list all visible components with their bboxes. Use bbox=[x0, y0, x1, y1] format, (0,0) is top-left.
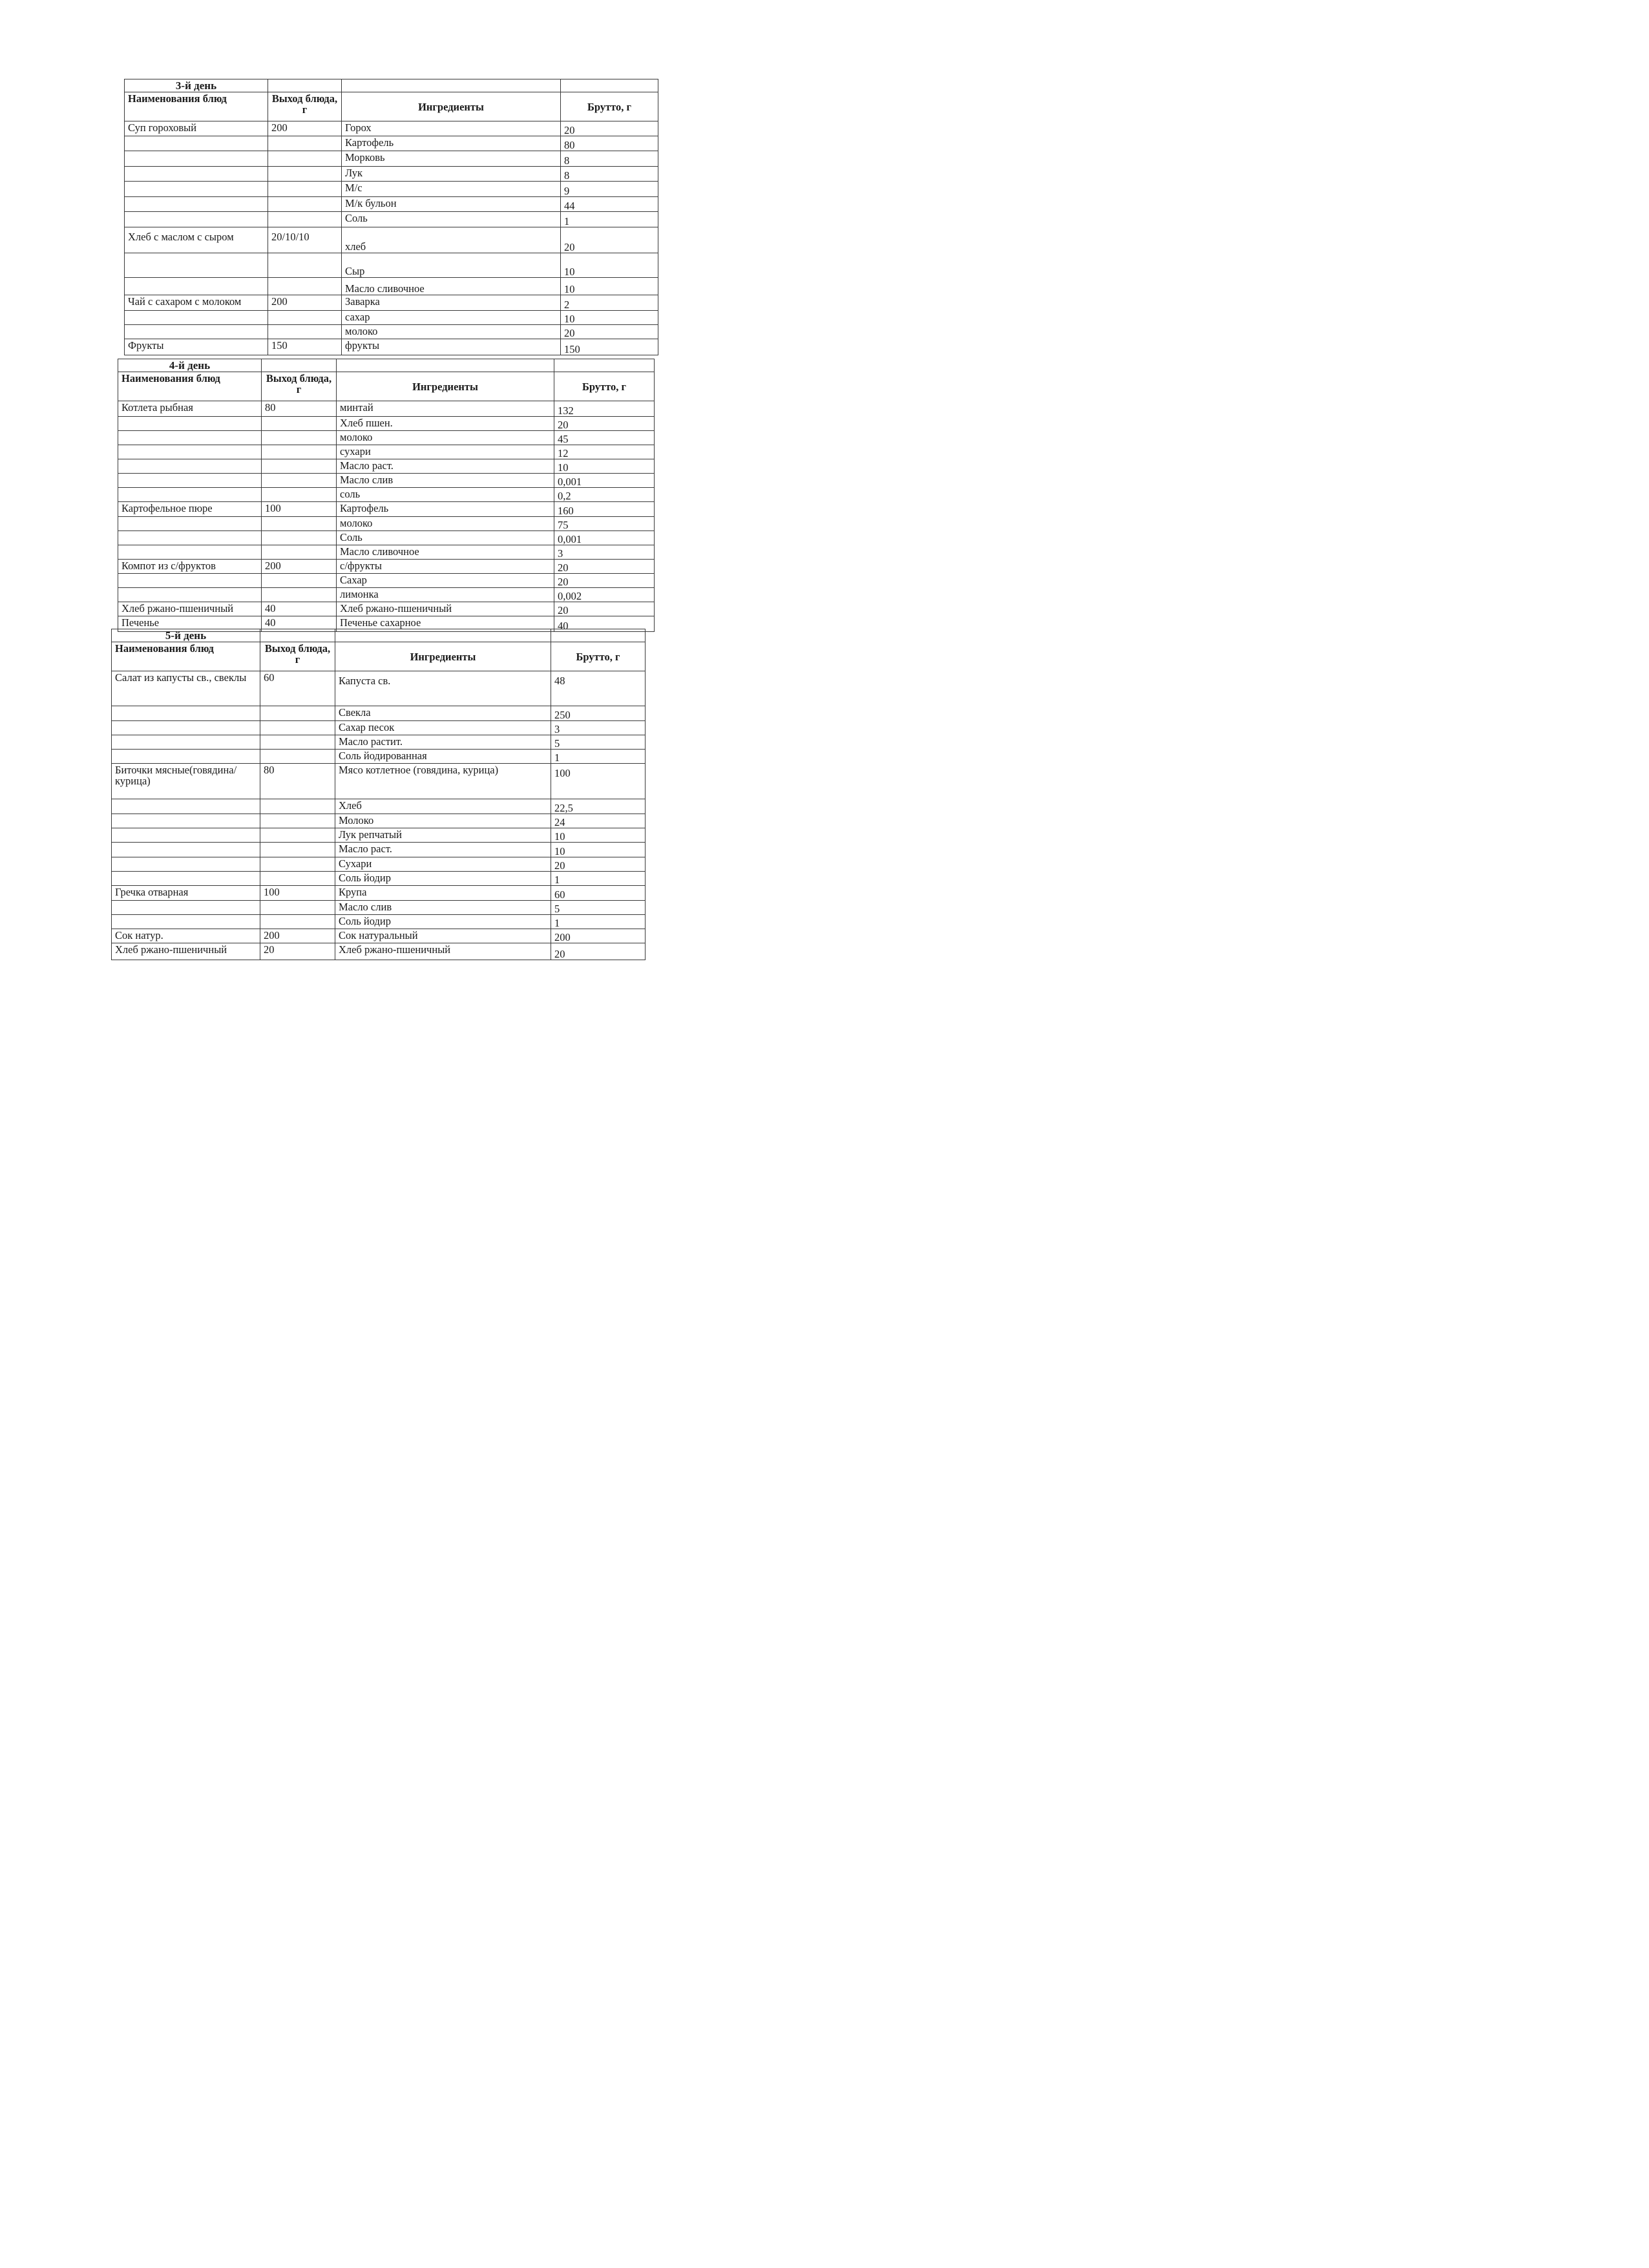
dish-name bbox=[118, 431, 262, 445]
day-4-table bbox=[118, 359, 654, 632]
dish-yield: 200 bbox=[268, 121, 342, 136]
dish-name bbox=[118, 517, 262, 531]
dish-name: Хлеб ржано-пшеничный bbox=[112, 943, 260, 960]
dish-yield: 200 bbox=[260, 929, 335, 943]
dish-yield: 100 bbox=[260, 886, 335, 901]
ingredient-name: Масло раст. bbox=[337, 459, 554, 474]
dish-yield bbox=[260, 721, 335, 735]
ingredient-name: Капуста св. bbox=[335, 671, 551, 706]
ingredient-gross: 45 bbox=[554, 431, 655, 445]
header-yield: Выход блюда, г bbox=[260, 642, 335, 671]
ingredient-name: соль bbox=[337, 488, 554, 502]
dish-yield: 20 bbox=[260, 943, 335, 960]
ingredient-gross: 100 bbox=[551, 764, 646, 799]
ingredient-name: Соль bbox=[337, 531, 554, 545]
dish-name: Салат из капусты св., свеклы bbox=[112, 671, 260, 706]
ingredient-name: Картофель bbox=[342, 136, 561, 151]
header-yield: Выход блюда, г bbox=[268, 92, 342, 121]
dish-name: Чай с сахаром с молоком bbox=[125, 295, 268, 311]
ingredient-gross: 20 bbox=[554, 417, 655, 431]
dish-name bbox=[112, 735, 260, 750]
dish-name: Компот из с/фруктов bbox=[118, 560, 262, 574]
ingredient-name: Сахар bbox=[337, 574, 554, 588]
dish-yield bbox=[262, 588, 337, 602]
dish-yield: 150 bbox=[268, 339, 342, 355]
ingredient-name: с/фрукты bbox=[337, 560, 554, 574]
ingredient-gross: 20 bbox=[554, 560, 655, 574]
day-title: 5-й день bbox=[112, 629, 260, 642]
ingredient-name: Горох bbox=[342, 121, 561, 136]
dish-name bbox=[112, 872, 260, 886]
dish-name bbox=[118, 545, 262, 560]
ingredient-gross: 40 bbox=[554, 616, 655, 632]
dish-yield bbox=[262, 574, 337, 588]
ingredient-name: Масло сливочное bbox=[342, 278, 561, 295]
ingredient-name: Масло сливочное bbox=[337, 545, 554, 560]
dish-yield: 80 bbox=[260, 764, 335, 799]
dish-yield bbox=[262, 488, 337, 502]
dish-name: Суп гороховый bbox=[125, 121, 268, 136]
ingredient-gross: 22,5 bbox=[551, 799, 646, 814]
ingredient-name: молоко bbox=[342, 325, 561, 339]
dish-name bbox=[118, 417, 262, 431]
dish-yield: 40 bbox=[262, 616, 337, 632]
ingredient-gross: 1 bbox=[551, 872, 646, 886]
dish-yield bbox=[260, 706, 335, 721]
dish-yield bbox=[262, 531, 337, 545]
dish-name bbox=[112, 799, 260, 814]
ingredient-gross: 5 bbox=[551, 735, 646, 750]
ingredient-gross: 12 bbox=[554, 445, 655, 459]
ingredient-name: Сухари bbox=[335, 857, 551, 872]
ingredient-gross: 20 bbox=[554, 574, 655, 588]
ingredient-name: Соль йодир bbox=[335, 915, 551, 929]
ingredient-name: Масло слив bbox=[335, 901, 551, 915]
ingredient-gross: 0,001 bbox=[554, 474, 655, 488]
ingredient-name: сахар bbox=[342, 311, 561, 325]
dish-yield bbox=[262, 545, 337, 560]
dish-yield bbox=[262, 459, 337, 474]
ingredient-gross: 10 bbox=[561, 278, 658, 295]
ingredient-gross: 3 bbox=[551, 721, 646, 735]
dish-name bbox=[125, 253, 268, 278]
ingredient-gross: 10 bbox=[551, 828, 646, 843]
dish-name bbox=[125, 311, 268, 325]
ingredient-gross: 20 bbox=[561, 325, 658, 339]
ingredient-name: Соль bbox=[342, 212, 561, 227]
ingredient-name: минтай bbox=[337, 401, 554, 417]
ingredient-gross: 10 bbox=[551, 843, 646, 857]
ingredient-gross: 1 bbox=[551, 915, 646, 929]
header-yield: Выход блюда, г bbox=[262, 372, 337, 401]
ingredient-gross: 0,001 bbox=[554, 531, 655, 545]
dish-name bbox=[118, 574, 262, 588]
dish-name bbox=[125, 197, 268, 212]
dish-name bbox=[112, 750, 260, 764]
ingredient-name: Хлеб bbox=[335, 799, 551, 814]
dish-name bbox=[112, 857, 260, 872]
dish-name bbox=[118, 531, 262, 545]
ingredient-gross: 10 bbox=[561, 253, 658, 278]
ingredient-gross: 200 bbox=[551, 929, 646, 943]
ingredient-name: М/с bbox=[342, 182, 561, 197]
dish-yield bbox=[260, 799, 335, 814]
dish-yield bbox=[260, 750, 335, 764]
ingredient-gross: 60 bbox=[551, 886, 646, 901]
day-title: 3-й день bbox=[125, 79, 268, 92]
ingredient-name: Соль йодированная bbox=[335, 750, 551, 764]
dish-yield bbox=[260, 843, 335, 857]
ingredient-name: Картофель bbox=[337, 502, 554, 517]
ingredient-name: Соль йодир bbox=[335, 872, 551, 886]
ingredient-name: Заварка bbox=[342, 295, 561, 311]
ingredient-gross: 5 bbox=[551, 901, 646, 915]
header-ingredients: Ингредиенты bbox=[337, 372, 554, 401]
ingredient-gross: 250 bbox=[551, 706, 646, 721]
folded-corner bbox=[0, 0, 120, 84]
dish-name bbox=[125, 212, 268, 227]
ingredient-gross: 24 bbox=[551, 814, 646, 828]
header-ingredients: Ингредиенты bbox=[335, 642, 551, 671]
dish-yield bbox=[262, 517, 337, 531]
ingredient-gross: 75 bbox=[554, 517, 655, 531]
ingredient-gross: 44 bbox=[561, 197, 658, 212]
ingredient-gross: 10 bbox=[554, 459, 655, 474]
dish-name bbox=[118, 588, 262, 602]
dish-yield bbox=[268, 182, 342, 197]
dish-name: Гречка отварная bbox=[112, 886, 260, 901]
ingredient-name: Сыр bbox=[342, 253, 561, 278]
dish-yield bbox=[262, 474, 337, 488]
ingredient-gross: 150 bbox=[561, 339, 658, 355]
dish-name bbox=[125, 182, 268, 197]
dish-name: Хлеб с маслом с сыром bbox=[125, 227, 268, 253]
dish-name bbox=[112, 901, 260, 915]
dish-name bbox=[125, 167, 268, 182]
ingredient-gross: 48 bbox=[551, 671, 646, 706]
dish-name: Фрукты bbox=[125, 339, 268, 355]
header-gross: Брутто, г bbox=[551, 642, 646, 671]
dish-yield: 60 bbox=[260, 671, 335, 706]
ingredient-gross: 20 bbox=[551, 857, 646, 872]
ingredient-name: Свекла bbox=[335, 706, 551, 721]
dish-yield: 200 bbox=[268, 295, 342, 311]
day-3-table bbox=[124, 79, 658, 355]
ingredient-name: Морковь bbox=[342, 151, 561, 167]
dish-name bbox=[112, 814, 260, 828]
ingredient-gross: 1 bbox=[551, 750, 646, 764]
ingredient-gross: 0,2 bbox=[554, 488, 655, 502]
header-ingredients: Ингредиенты bbox=[342, 92, 561, 121]
day-5-table bbox=[111, 629, 645, 960]
ingredient-name: Сахар песок bbox=[335, 721, 551, 735]
dish-name: Котлета рыбная bbox=[118, 401, 262, 417]
dish-yield bbox=[260, 901, 335, 915]
dish-name: Картофельное пюре bbox=[118, 502, 262, 517]
ingredient-name: Сок натуральный bbox=[335, 929, 551, 943]
dish-yield: 100 bbox=[262, 502, 337, 517]
ingredient-name: сухари bbox=[337, 445, 554, 459]
dish-name bbox=[125, 151, 268, 167]
ingredient-name: Лук bbox=[342, 167, 561, 182]
ingredient-name: фрукты bbox=[342, 339, 561, 355]
dish-name bbox=[118, 459, 262, 474]
dish-name bbox=[118, 445, 262, 459]
ingredient-name: Масло раст. bbox=[335, 843, 551, 857]
ingredient-gross: 20 bbox=[551, 943, 646, 960]
dish-name: Хлеб ржано-пшеничный bbox=[118, 602, 262, 616]
dish-yield: 40 bbox=[262, 602, 337, 616]
ingredient-name: Хлеб пшен. bbox=[337, 417, 554, 431]
ingredient-name: Хлеб ржано-пшеничный bbox=[335, 943, 551, 960]
ingredient-name: молоко bbox=[337, 517, 554, 531]
dish-name bbox=[125, 278, 268, 295]
dish-name bbox=[118, 474, 262, 488]
dish-yield: 200 bbox=[262, 560, 337, 574]
ingredient-name: Масло растит. bbox=[335, 735, 551, 750]
ingredient-name: хлеб bbox=[342, 227, 561, 253]
dish-name bbox=[118, 488, 262, 502]
ingredient-gross: 8 bbox=[561, 151, 658, 167]
dish-yield: 80 bbox=[262, 401, 337, 417]
dish-yield bbox=[268, 212, 342, 227]
ingredient-name: М/к бульон bbox=[342, 197, 561, 212]
dish-yield bbox=[268, 253, 342, 278]
ingredient-gross: 3 bbox=[554, 545, 655, 560]
menu-document-page bbox=[0, 0, 737, 1014]
dish-yield bbox=[268, 197, 342, 212]
header-dish: Наименования блюд bbox=[125, 92, 268, 121]
dish-name bbox=[112, 721, 260, 735]
ingredient-name: Крупа bbox=[335, 886, 551, 901]
dish-name: Биточки мясные(говядина/курица) bbox=[112, 764, 260, 799]
dish-name bbox=[112, 828, 260, 843]
dish-yield bbox=[260, 828, 335, 843]
ingredient-name: Лук репчатый bbox=[335, 828, 551, 843]
ingredient-name: Молоко bbox=[335, 814, 551, 828]
dish-yield bbox=[268, 325, 342, 339]
header-dish: Наименования блюд bbox=[112, 642, 260, 671]
dish-yield bbox=[268, 136, 342, 151]
ingredient-gross: 2 bbox=[561, 295, 658, 311]
dish-name bbox=[125, 136, 268, 151]
dish-yield bbox=[262, 431, 337, 445]
dish-yield bbox=[262, 417, 337, 431]
ingredient-name: Масло слив bbox=[337, 474, 554, 488]
ingredient-gross: 10 bbox=[561, 311, 658, 325]
ingredient-gross: 20 bbox=[561, 227, 658, 253]
dish-yield bbox=[268, 167, 342, 182]
dish-yield bbox=[260, 814, 335, 828]
dish-yield bbox=[260, 915, 335, 929]
dish-yield bbox=[268, 311, 342, 325]
ingredient-gross: 0,002 bbox=[554, 588, 655, 602]
ingredient-gross: 160 bbox=[554, 502, 655, 517]
dish-name bbox=[112, 706, 260, 721]
header-dish: Наименования блюд bbox=[118, 372, 262, 401]
header-gross: Брутто, г bbox=[554, 372, 655, 401]
dish-name bbox=[112, 915, 260, 929]
ingredient-gross: 80 bbox=[561, 136, 658, 151]
dish-yield bbox=[262, 445, 337, 459]
dish-yield bbox=[260, 857, 335, 872]
dish-yield bbox=[268, 151, 342, 167]
dish-yield bbox=[260, 872, 335, 886]
dish-name bbox=[112, 843, 260, 857]
ingredient-gross: 20 bbox=[554, 602, 655, 616]
ingredient-gross: 132 bbox=[554, 401, 655, 417]
dish-name bbox=[125, 325, 268, 339]
ingredient-gross: 1 bbox=[561, 212, 658, 227]
ingredient-name: молоко bbox=[337, 431, 554, 445]
ingredient-name: Мясо котлетное (говядина, курица) bbox=[335, 764, 551, 799]
ingredient-gross: 9 bbox=[561, 182, 658, 197]
ingredient-name: Хлеб ржано-пшеничный bbox=[337, 602, 554, 616]
ingredient-gross: 20 bbox=[561, 121, 658, 136]
dish-yield: 20/10/10 bbox=[268, 227, 342, 253]
header-gross: Брутто, г bbox=[561, 92, 658, 121]
ingredient-name: лимонка bbox=[337, 588, 554, 602]
dish-name: Печенье bbox=[118, 616, 262, 632]
ingredient-gross: 8 bbox=[561, 167, 658, 182]
dish-yield bbox=[260, 735, 335, 750]
dish-yield bbox=[268, 278, 342, 295]
dish-name: Сок натур. bbox=[112, 929, 260, 943]
day-title: 4-й день bbox=[118, 359, 262, 372]
ingredient-name: Печенье сахарное bbox=[337, 616, 554, 632]
